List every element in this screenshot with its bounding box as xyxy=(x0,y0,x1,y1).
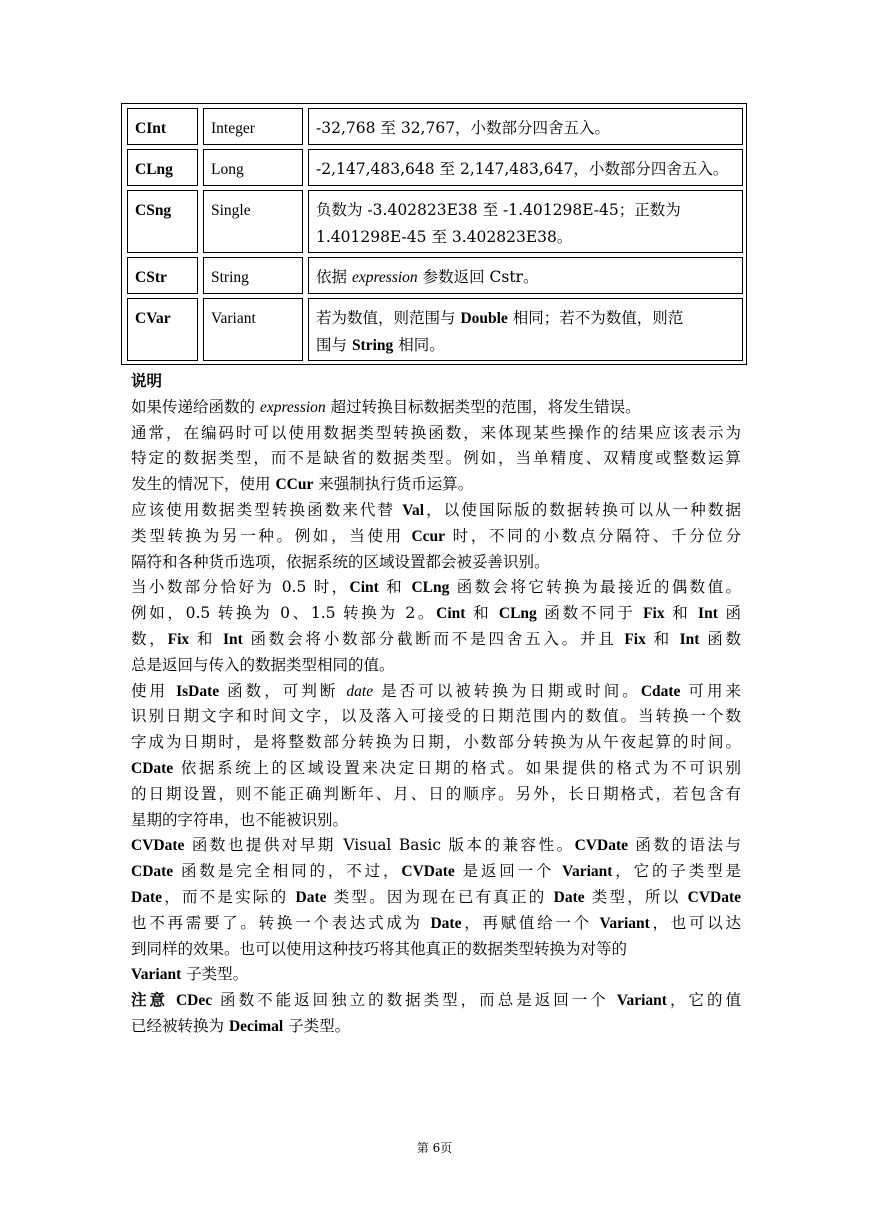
table-cell-function: CSng xyxy=(127,190,198,253)
range-line: 若为数值，则范围与 Double 相同；若不为数值，则范 xyxy=(316,309,684,327)
page-number: 第 6页 xyxy=(416,1141,453,1155)
table-cell-range xyxy=(308,190,743,253)
range-line: 1.401298E-45 至 3.402823E38。 xyxy=(316,228,573,246)
table-cell-range: -2,147,483,648 至 2,147,483,647，小数部分四舍五入。 xyxy=(308,149,743,186)
paragraph: CVDate 函数也提供对早期 Visual Basic 版本的兼容性。CVDate 函数的语法与 CDate 函数是完全相同的，不过，CVDate 是返回一个 Variant，它的子类型是 Date，而不是实际的 Date 类型。因为现在已有真正的 Date 类型，所以 CVDate 也不再需要了。转换一个表达式成为 Date，再赋值给一个 Variant，也可以达 到同样的效果。也可以使用这种技巧将其他真正的数据类型转换为对等的 Variant 子类型。 xyxy=(131,836,741,984)
table-cell-function: CInt xyxy=(127,108,198,145)
table-cell-range: 依据 expression 参数返回 Cstr。 xyxy=(308,257,743,294)
paragraph: 使用 IsDate 函数，可判断 date 是否可以被转换为日期或时间。Cdate 可用来 识别日期文字和时间文字，以及落入可接受的日期范围内的数值。当转换一个数 字成为日期时，是将整数部分转换为日期，小数部分转换为从午夜起算的时间。 CDate 依据系统上的区域设置来决定日期的格式。如果提供的格式为不可识别 的日期设置，则不能正确判断年、月、日的顺序。另外，长日期格式，若包含有 星期的字符串，也不能被识别。 xyxy=(131,681,742,829)
table-cell-return-type: String xyxy=(203,257,303,294)
paragraph: 应该使用数据类型转换函数来代替 Val，以使国际版的数据转换可以从一种数据 类型转换为另一种。例如，当使用 Ccur 时，不同的小数点分隔符、千分位分 隔符和各种货币选项，依据系统的区域设置都会被妥善识别。 xyxy=(131,500,741,571)
table-cell-return-type: Long xyxy=(203,149,303,186)
section-title: 说明 xyxy=(131,373,163,390)
paragraph: 如果传递给函数的 expression 超过转换目标数据类型的范围，将发生错误。 xyxy=(131,397,641,416)
table-cell-range: -32,768 至 32,767，小数部分四舍五入。 xyxy=(308,108,743,145)
table-cell-range xyxy=(308,298,743,361)
range-line: 负数为 -3.402823E38 至 -1.401298E-45；正数为 xyxy=(316,201,681,219)
table-cell-return-type: Variant xyxy=(203,298,303,361)
conversion-table xyxy=(121,103,747,365)
table-cell-function: CVar xyxy=(127,298,198,361)
note-paragraph: 注意 CDec 函数不能返回独立的数据类型，而总是返回一个 Variant，它的值 已经被转换为 Decimal 子类型。 xyxy=(131,991,741,1035)
table-cell-function: CStr xyxy=(127,257,198,294)
table-cell-return-type: Integer xyxy=(203,108,303,145)
body-text xyxy=(131,369,741,1040)
range-line: 围与 String 相同。 xyxy=(316,336,445,354)
paragraph: 通常，在编码时可以使用数据类型转换函数，来体现某些操作的结果应该表示为 特定的数据类型，而不是缺省的数据类型。例如，当单精度、双精度或整数运算 发生的情况下，使用 CCur 来强制执行货币运算。 xyxy=(131,423,741,494)
table-cell-return-type: Single xyxy=(203,190,303,253)
italic-term: expression xyxy=(351,269,418,286)
paragraph: 当小数部分恰好为 0.5 时，Cint 和 CLng 函数会将它转换为最接近的偶数值。 例如，0.5 转换为 0、1.5 转换为 2。Cint 和 CLng 函数不同于 Fix 和 Int 函 数，Fix 和 Int 函数会将小数部分截断而不是四舍五入。并且 Fix 和 Int 函数 总是返回与传入的数据类型相同的值。 xyxy=(131,578,742,674)
table-cell-function: CLng xyxy=(127,149,198,186)
